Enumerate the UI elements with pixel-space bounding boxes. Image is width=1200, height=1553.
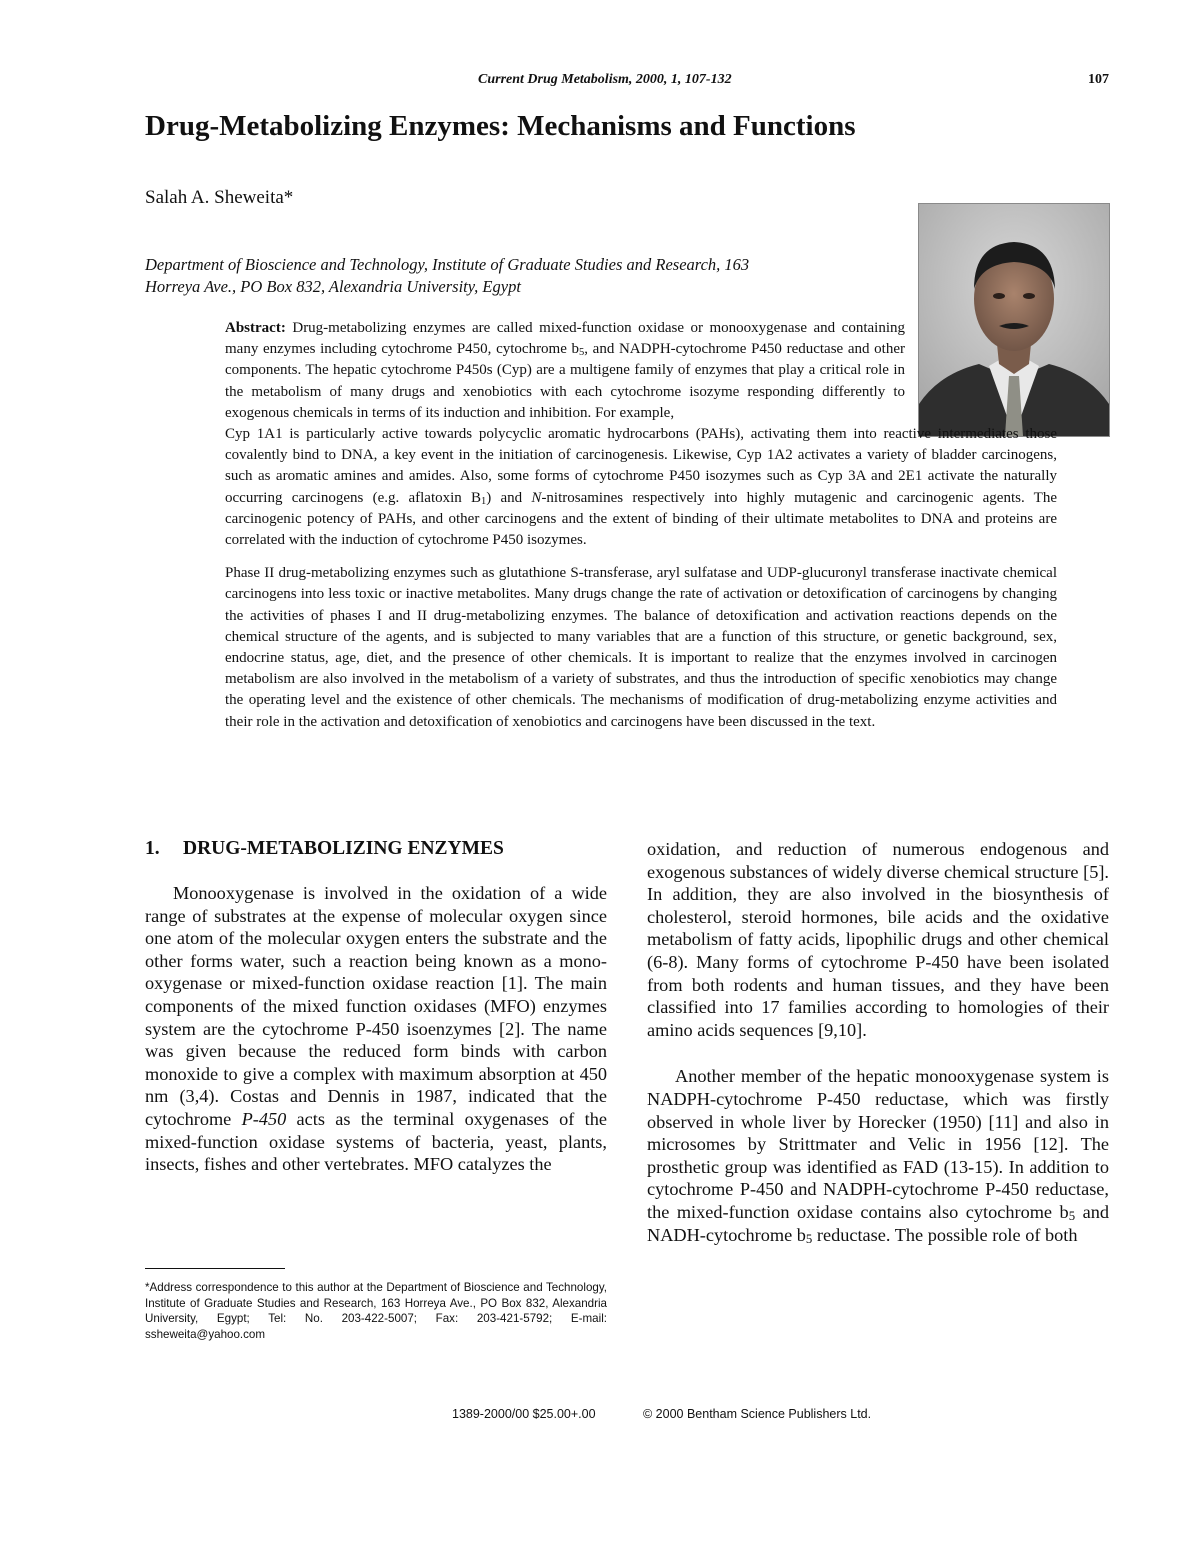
body-text: reductase. The possible role of both [812,1224,1078,1245]
italic-text: P-450 [241,1108,287,1129]
article-title: Drug-Metabolizing Enzymes: Mechanisms and Functions [145,110,856,142]
section-number: 1. [145,838,160,859]
footnote-rule [145,1268,285,1269]
subscript: 5 [805,1231,813,1246]
running-head [0,72,1200,92]
section-title: DRUG-METABOLIZING ENZYMES [183,838,504,859]
italic-text: N [531,489,542,506]
subscript: 5 [1068,1208,1076,1223]
abstract [225,318,1057,733]
body-column-right [647,838,1109,1246]
page-number: 107 [1088,72,1109,87]
abstract-paragraph-1 [225,318,1057,551]
affiliation-line-1: Department of Bioscience and Technology, Institute of Graduate Studies and Research, 163 [145,255,750,274]
footnote: *Address correspondence to this author at the Department of Bioscience and Technology, Institute of Graduate Studies and Research, 163 Horreya Ave., PO Box 832, Alexandria University, Egypt; Tel: No. 203-422-5007; Fax: 203-421-5792; E-mail: ssheweita@yahoo.com [145,1281,607,1341]
section-heading [145,836,504,862]
abstract-wrap-beside-photo [225,318,905,424]
issn-price: 1389-2000/00 $25.00+.00 [452,1407,596,1421]
body-text: Monooxygenase is involved in the oxidation of a wide range of substrates at the expense of molecular oxygen since one atom of the molecular oxygen enters the substrate and the other forms water, such a reaction being known as a mono-oxygenase or mixed-function oxidase reaction [1]. The main components of the mixed function oxidases (MFO) enzymes system are the cytochrome P-450 isoenzymes [2]. The name was given because the reduced form binds with carbon monoxide to give a complex with maximum absorption at 450 nm (3,4). Costas and Dennis in 1987, indicated that the cytochrome [145,883,607,1129]
abstract-text: -nitrosamines respectively into highly mutagenic and carcinogenic agents. The carcinogenic potency of PAHs, and other carcinogens and the extent of binding of their ultimate metabolites to DNA and proteins are correlated with the induction of cytochrome P450 isozymes. [225,489,1057,549]
body-text: and NADH-cytochrome b [647,1201,1110,1245]
abstract-text: Drug-metabolizing enzymes are called mixed-function oxidase or monooxygenase and containing many enzymes including cytochrome P450, cytochrome b [225,320,906,358]
body-column-left [145,882,607,1176]
body-paragraph [145,882,607,1176]
body-text: acts as the terminal oxygenases of the mixed-function oxidase systems of bacteria, yeast, plants, insects, fishes and other vertebrates. MFO catalyzes the [145,1108,607,1175]
subscript: 5 [579,347,585,359]
body-paragraph: oxidation, and reduction of numerous endogenous and exogenous substances of widely diverse chemical structure [5]. In addition, they are also involved in the biosynthesis of cholesterol, steroid hormones, bile acids and the oxidative metabolism of fatty acids, lipophilic drugs and other chemical (6-8). Many forms of cytochrome P-450 have been isolated from both rodents and human tissues, and they have been classified into 17 families according to homologies of their amino acids sequences [9,10]. [647,839,1109,1040]
author-name: Salah A. Sheweita* [145,187,294,208]
author-affiliation [145,254,905,298]
affiliation-line-2: Horreya Ave., PO Box 832, Alexandria University, Egypt [145,277,521,296]
abstract-text: ) and [486,489,532,506]
page-footer [0,1407,1200,1425]
body-text: Another member of the hepatic monooxygenase system is NADPH-cytochrome P-450 reductase, which was firstly observed in whole liver by Horecker (1950) [11] and also in microsomes by Strittmater and Velic in 1956 [12]. The prosthetic group was identified as FAD (13-15). In addition to cytochrome P-450 and NADPH-cytochrome P-450 reductase, the mixed-function oxidase contains also cytochrome b [647,1066,1109,1222]
copyright-notice: © 2000 Bentham Science Publishers Ltd. [643,1407,872,1421]
body-paragraph [647,1065,1109,1246]
abstract-label: Abstract: [225,320,286,336]
abstract-text: , and NADPH-cytochrome P450 reductase and other components. The hepatic cytochrome P450s (Cyp) are a multigene family of enzymes that play a critical role in the metabolism of many drugs and xenobiotics with each cytochrome isozyme responding differently to exogenous chemicals in terms of its induction and inhibition. For example, [225,341,905,421]
abstract-paragraph-2: Phase II drug-metabolizing enzymes such as glutathione S-transferase, aryl sulfatase and UDP-glucuronyl transferase inactivate chemical carcinogens into less toxic or inactive metabolites. Many drugs change the rate of activation or detoxification of carcinogens by changing the activities of phases I and II drug-metabolizing enzymes. The balance of detoxification and activation reactions depends on the chemical structure of the agents, and is subjected to many variables that are a function of this structure, or genetic background, sex, endocrine status, age, diet, and the presence of other chemicals. It is important to realize that the enzymes involved in carcinogen metabolism are also involved in the metabolism of a variety of substrates, and thus the introduction of specific xenobiotics may change the operating level and the existence of other chemicals. The mechanisms of modification of drug-metabolizing enzyme activities and their role in the activation and detoxification of xenobiotics and carcinogens have been discussed in the text. [225,565,1057,730]
subscript: 1 [481,495,487,507]
journal-citation: Current Drug Metabolism, 2000, 1, 107-132 [478,72,732,87]
abstract-text: Cyp 1A1 is particularly active towards polycyclic aromatic hydrocarbons (PAHs), activating them into reactive intermediates those covalently bind to DNA, a key event in the initiation of carcinogenesis. Likewise, Cyp 1A2 activates a variety of bladder carcinogens, such as aromatic amines and amides. Also, some forms of cytochrome P450 isozymes such as Cyp 3A and 2E1 activate the naturally occurring carcinogens (e.g. aflatoxin B [225,426,1057,506]
